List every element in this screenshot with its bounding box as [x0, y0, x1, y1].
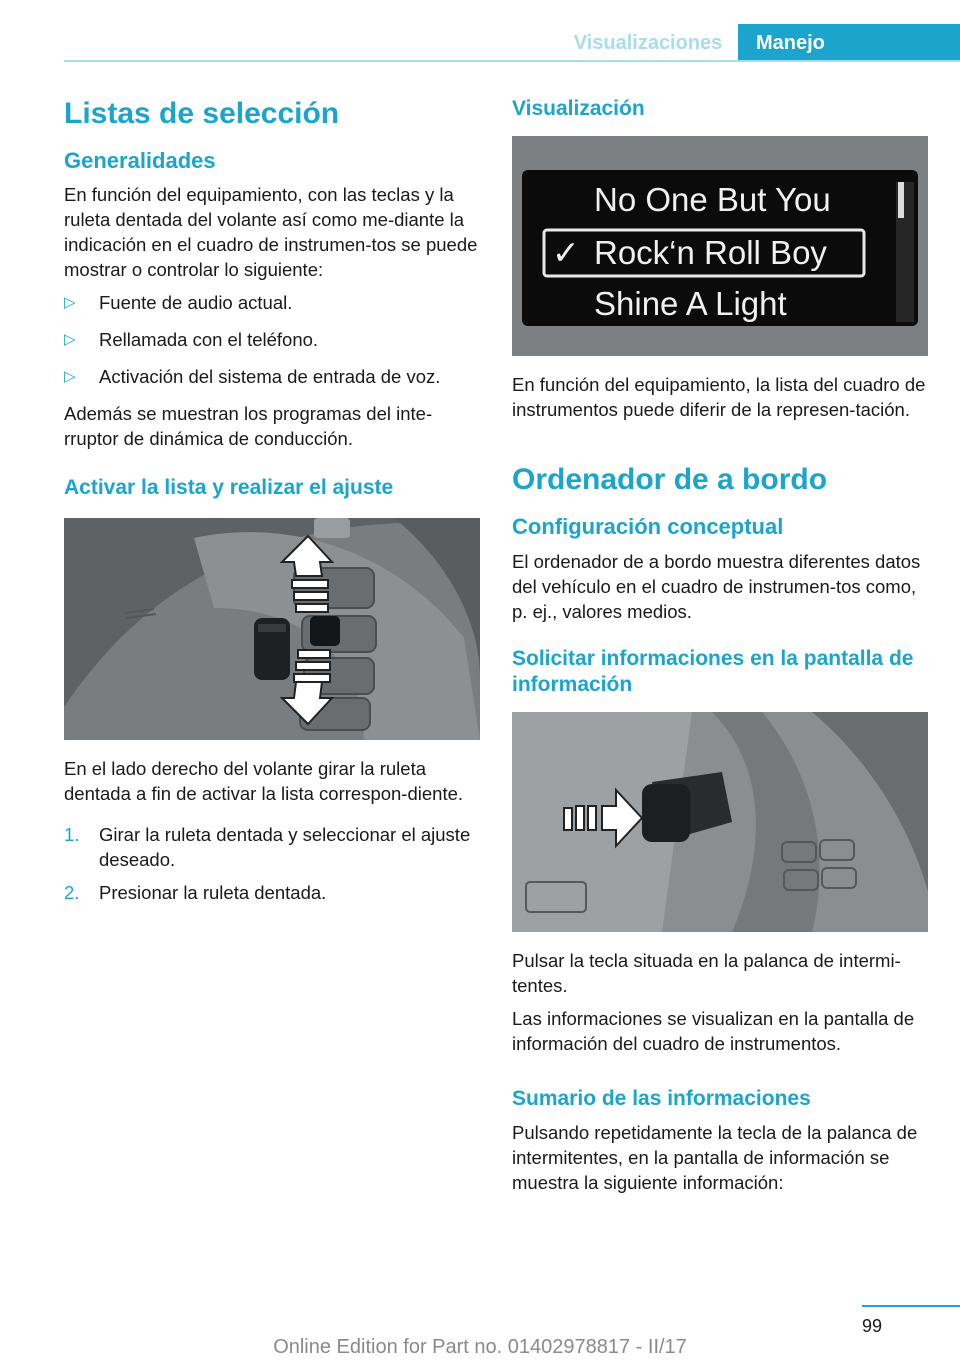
- request-text-1: Pulsar la tecla situada en la palanca de intermi‐tentes.: [512, 950, 901, 997]
- turn-signal-lever-image: [512, 712, 928, 932]
- left-column: [64, 96, 482, 913]
- list-item: [64, 364, 482, 389]
- header-chapter-tab: Manejo: [738, 24, 960, 62]
- list-item-text: Rellamada con el teléfono.: [99, 329, 319, 351]
- step-item: [64, 822, 482, 872]
- step-text: Girar la ruleta dentada y seleccionar el ajuste deseado.: [99, 823, 471, 870]
- right-column: [512, 96, 930, 1203]
- heading-request-info: Solicitar informaciones en la pantalla de información: [512, 646, 914, 696]
- check-icon: ✓: [552, 234, 580, 272]
- header-rule: [64, 60, 960, 62]
- display-item-selected: [552, 231, 827, 275]
- heading-summary: Sumario de las informaciones: [512, 1087, 811, 1111]
- feature-list: [64, 290, 482, 389]
- display-item-2: Rock‘n Roll Boy: [594, 234, 827, 272]
- summary-text: Pulsando repetidamente la tecla de la palanca de intermitentes, en la pantalla de información se muestra la siguiente información:: [512, 1122, 918, 1194]
- steps-list: [64, 822, 482, 905]
- triangle-bullet-icon: ▷: [64, 331, 76, 349]
- footer-edition: Online Edition for Part no. 01402978817 - II/17: [273, 1336, 687, 1358]
- list-item: [64, 327, 482, 352]
- step-number: 1.: [64, 823, 80, 845]
- step-text: Presionar la ruleta dentada.: [99, 881, 327, 903]
- header-section-label: Visualizaciones: [573, 31, 723, 54]
- concept-text: El ordenador de a bordo muestra diferentes datos del vehículo en el cuadro de instrumen‐tos como, p. ej., valores medios.: [512, 550, 921, 622]
- heading-display: Visualización: [512, 97, 645, 120]
- step-number: 2.: [64, 881, 80, 903]
- display-item-3: Shine A Light: [594, 285, 787, 323]
- display-item-1: No One But You: [594, 181, 831, 219]
- general-text: En función del equipamiento, con las teclas y la ruleta dentada del volante así como me‐diante la indicación en el cuadro de instrumen‐tos se puede mostrar o controlar lo siguiente:: [64, 184, 478, 281]
- request-text-2: Las informaciones se visualizan en la pantalla de información del cuadro de instrumentos.: [512, 1008, 915, 1055]
- page-number: 99: [862, 1316, 883, 1336]
- display-text: En función del equipamiento, la lista del cuadro de instrumentos puede diferir de la represen‐tación.: [512, 374, 926, 421]
- list-item-text: Fuente de audio actual.: [99, 292, 293, 314]
- step-item: [64, 880, 482, 905]
- title-selection-lists: Listas de selección: [64, 97, 340, 130]
- heading-concept: Configuración conceptual: [512, 514, 784, 540]
- list-item: [64, 290, 482, 315]
- activate-text: En el lado derecho del volante girar la ruleta dentada a fin de activar la lista correspon‐diente.: [64, 757, 464, 804]
- triangle-bullet-icon: ▷: [64, 368, 76, 386]
- steering-wheel-image: [64, 518, 480, 740]
- instrument-cluster-list-image: [512, 136, 928, 356]
- triangle-bullet-icon: ▷: [64, 294, 76, 312]
- heading-activate-list: Activar la lista y realizar el ajuste: [64, 476, 394, 500]
- programs-text: Además se muestran los programas del inte‐rruptor de dinámica de conducción.: [64, 403, 433, 450]
- list-item-text: Activación del sistema de entrada de voz.: [99, 366, 441, 388]
- title-onboard-computer: Ordenador de a bordo: [512, 463, 828, 497]
- heading-generalities: Generalidades: [64, 148, 216, 173]
- page-number-rule: [862, 1305, 960, 1307]
